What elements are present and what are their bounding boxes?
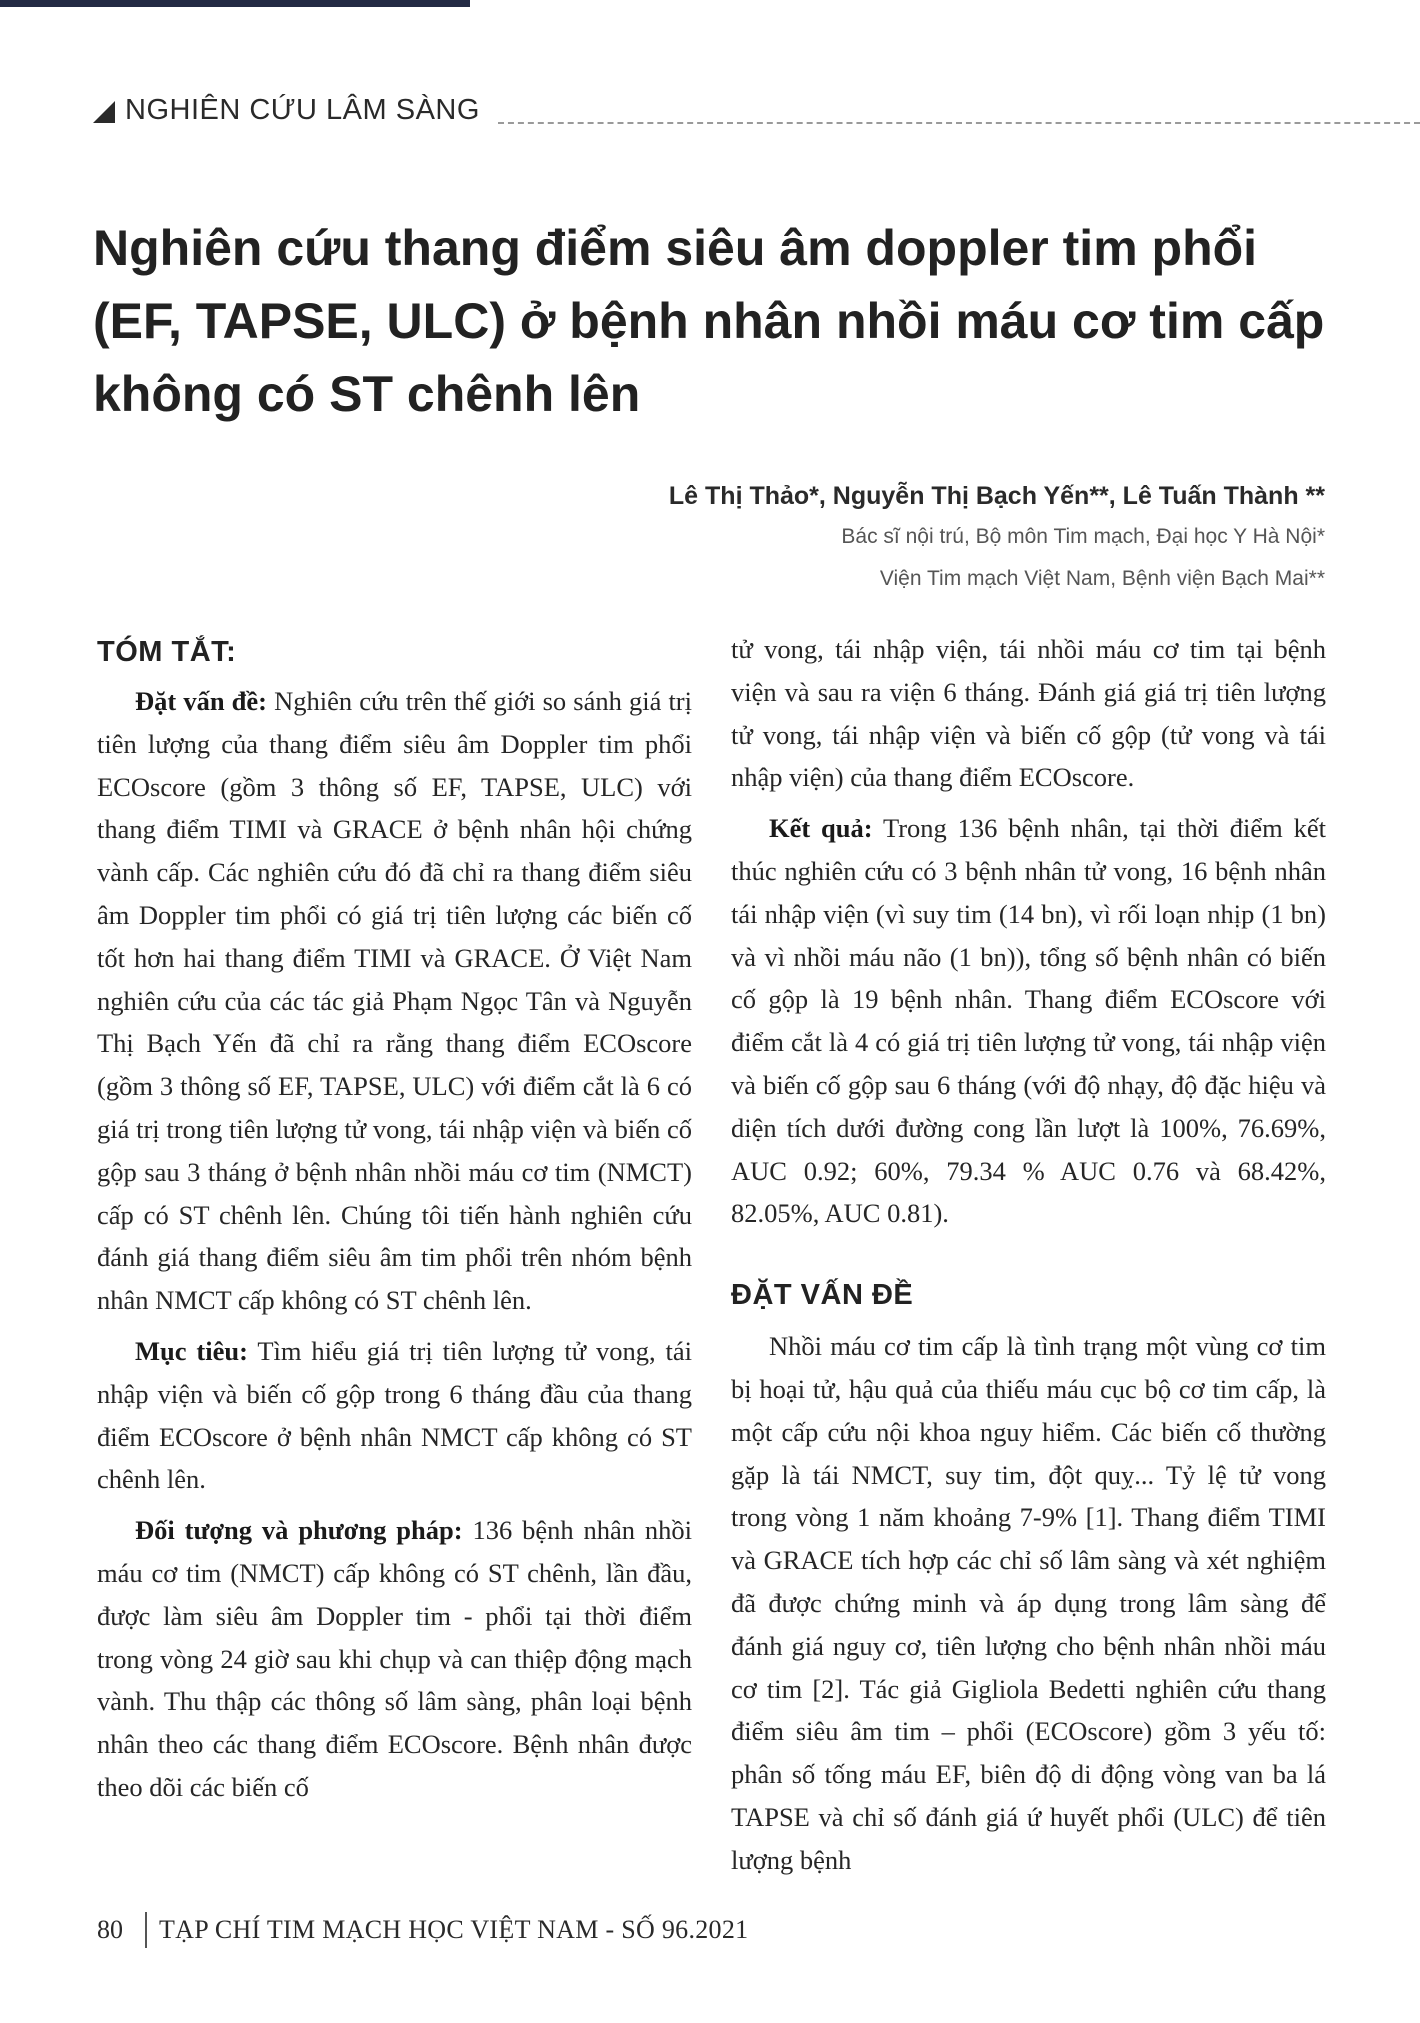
left-column — [97, 628, 692, 1817]
results-label: Kết quả: — [769, 813, 873, 844]
intro-paragraph: Nhồi máu cơ tim cấp là tình trạng một vùng cơ tim bị hoại tử, hậu quả của thiếu máu cục bộ cơ tim cấp, là một cấp cứu nội khoa nguy hiểm. Các biến cố thường gặp là tái NMCT, suy tim, đột quỵ... Tỷ lệ tử vong trong vòng 1 năm khoảng 7-9% [1]. Thang điểm TIMI và GRACE tích hợp các chỉ số lâm sàng và xét nghiệm đã được chứng minh và áp dụng trong lâm sàng để đánh giá nguy cơ, tiên lượng cho bệnh nhân nhồi máu cơ tim [2]. Tác giả Gigliola Bedetti nghiên cứu thang điểm siêu âm tim – phổi (ECOscore) gồm 3 yếu tố: phân số tống máu EF, biên độ di động vòng van ba lá TAPSE và chỉ số đánh giá ứ huyết phổi (ULC) để tiên lượng bệnh — [731, 1331, 1326, 1875]
objective-label: Mục tiêu: — [135, 1335, 248, 1366]
intro-heading: ĐẶT VẤN ĐỀ — [731, 1279, 914, 1312]
journal-name: TẠP CHÍ TIM MẠCH HỌC VIỆT NAM - SỐ 96.2021 — [159, 1915, 749, 1944]
abstract-methods — [97, 1509, 692, 1809]
page-number: 80 — [97, 1915, 123, 1944]
affiliation-2: Viện Tim mạch Việt Nam, Bệnh viện Bạch Mai** — [879, 567, 1325, 590]
triangle-marker-icon — [93, 101, 115, 123]
results-text: Trong 136 bệnh nhân, tại thời điểm kết thúc nghiên cứu có 3 bệnh nhân tử vong, 16 bệnh nhân tái nhập viện (vì suy tim (14 bn), vì rối loạn nhịp (1 bn) và vì nhồi máu não (1 bn)), tổng số bệnh nhân có biến cố gộp là 19 bệnh nhân. Thang điểm ECOscore với điểm cắt là 4 có giá trị tiên lượng tử vong, tái nhập viện và biến cố gộp sau 6 tháng (với độ nhạy, độ đặc hiệu và diện tích dưới đường cong lần lượt là 100%, 76.69%, AUC 0.92; 60%, 79.34 % AUC 0.76 và 68.42%, 82.05%, AUC 0.81). — [731, 813, 1327, 1229]
title-line: không có ST chênh lên — [93, 366, 641, 422]
title-line: Nghiên cứu thang điểm siêu âm doppler tim phổi — [93, 220, 1258, 276]
methods-text: 136 bệnh nhân nhồi máu cơ tim (NMCT) cấp không có ST chênh, lần đầu, được làm siêu âm Doppler tim - phổi tại thời điểm trong vòng 24 giờ sau khi chụp và can thiệp động mạch vành. Thu thập các thông số lâm sàng, phân loại bệnh nhân theo các thang điểm ECOscore. Bệnh nhân được theo dõi các biến cố — [97, 1515, 693, 1802]
page-footer — [97, 1912, 748, 1948]
title-line: (EF, TAPSE, ULC) ở bệnh nhân nhồi máu cơ tim cấp — [93, 293, 1325, 349]
header-divider — [498, 122, 1420, 124]
article-title — [93, 212, 1353, 431]
abstract-objective — [97, 1330, 692, 1501]
author-names: Lê Thị Thảo*, Nguyễn Thị Bạch Yến**, Lê Tuấn Thành ** — [668, 482, 1325, 510]
abstract-heading: TÓM TẮT: — [97, 636, 237, 668]
section-header — [93, 90, 480, 130]
affiliation-1: Bác sĩ nội trú, Bộ môn Tim mạch, Đại học Y Hà Nội* — [841, 525, 1325, 548]
top-color-bar — [0, 0, 470, 7]
section-label: NGHIÊN CỨU LÂM SÀNG — [125, 93, 480, 126]
footer-separator — [145, 1912, 147, 1948]
methods-label: Đối tượng và phương pháp: — [135, 1515, 463, 1546]
objective-text: Tìm hiểu giá trị tiên lượng tử vong, tái nhập viện và biến cố gộp trong 6 tháng đầu của thang điểm ECOscore ở bệnh nhân NMCT cấp không có ST chênh lên. — [97, 1335, 692, 1495]
abstract-results — [731, 807, 1326, 1235]
author-block — [669, 476, 1325, 600]
abstract-methods-continued: tử vong, tái nhập viện, tái nhồi máu cơ tim tại bệnh viện và sau ra viện 6 tháng. Đánh giá giá trị tiên lượng tử vong, tái nhập viện và biến cố gộp (tử vong và tái nhập viện) của thang điểm ECOscore. — [731, 634, 1326, 793]
right-column — [731, 628, 1326, 1890]
background-label: Đặt vấn đề: — [135, 686, 267, 716]
background-text: Nghiên cứu trên thế giới so sánh giá trị tiên lượng của thang điểm siêu âm Doppler tim phổi ECOscore (gồm 3 thông số EF, TAPSE, ULC) với thang điểm TIMI và GRACE ở bệnh nhân hội chứng vành cấp. Các nghiên cứu đó đã chỉ ra thang điểm siêu âm Doppler tim phổi có giá trị tiên lượng các biến cố tốt hơn hai thang điểm TIMI và GRACE. Ở Việt Nam nghiên cứu của các tác giả Phạm Ngọc Tân và Nguyễn Thị Bạch Yến đã chỉ ra rằng thang điểm ECOscore (gồm 3 thông số EF, TAPSE, ULC) với điểm cắt là 6 có giá trị trong tiên lượng tử vong, tái nhập viện và biến cố gộp sau 3 tháng ở bệnh nhân nhồi máu cơ tim (NMCT) cấp có ST chênh lên. Chúng tôi tiến hành nghiên cứu đánh giá thang điểm siêu âm tim phổi trên nhóm bệnh nhân NMCT cấp không có ST chênh lên. — [97, 686, 692, 1316]
abstract-background — [97, 680, 692, 1322]
